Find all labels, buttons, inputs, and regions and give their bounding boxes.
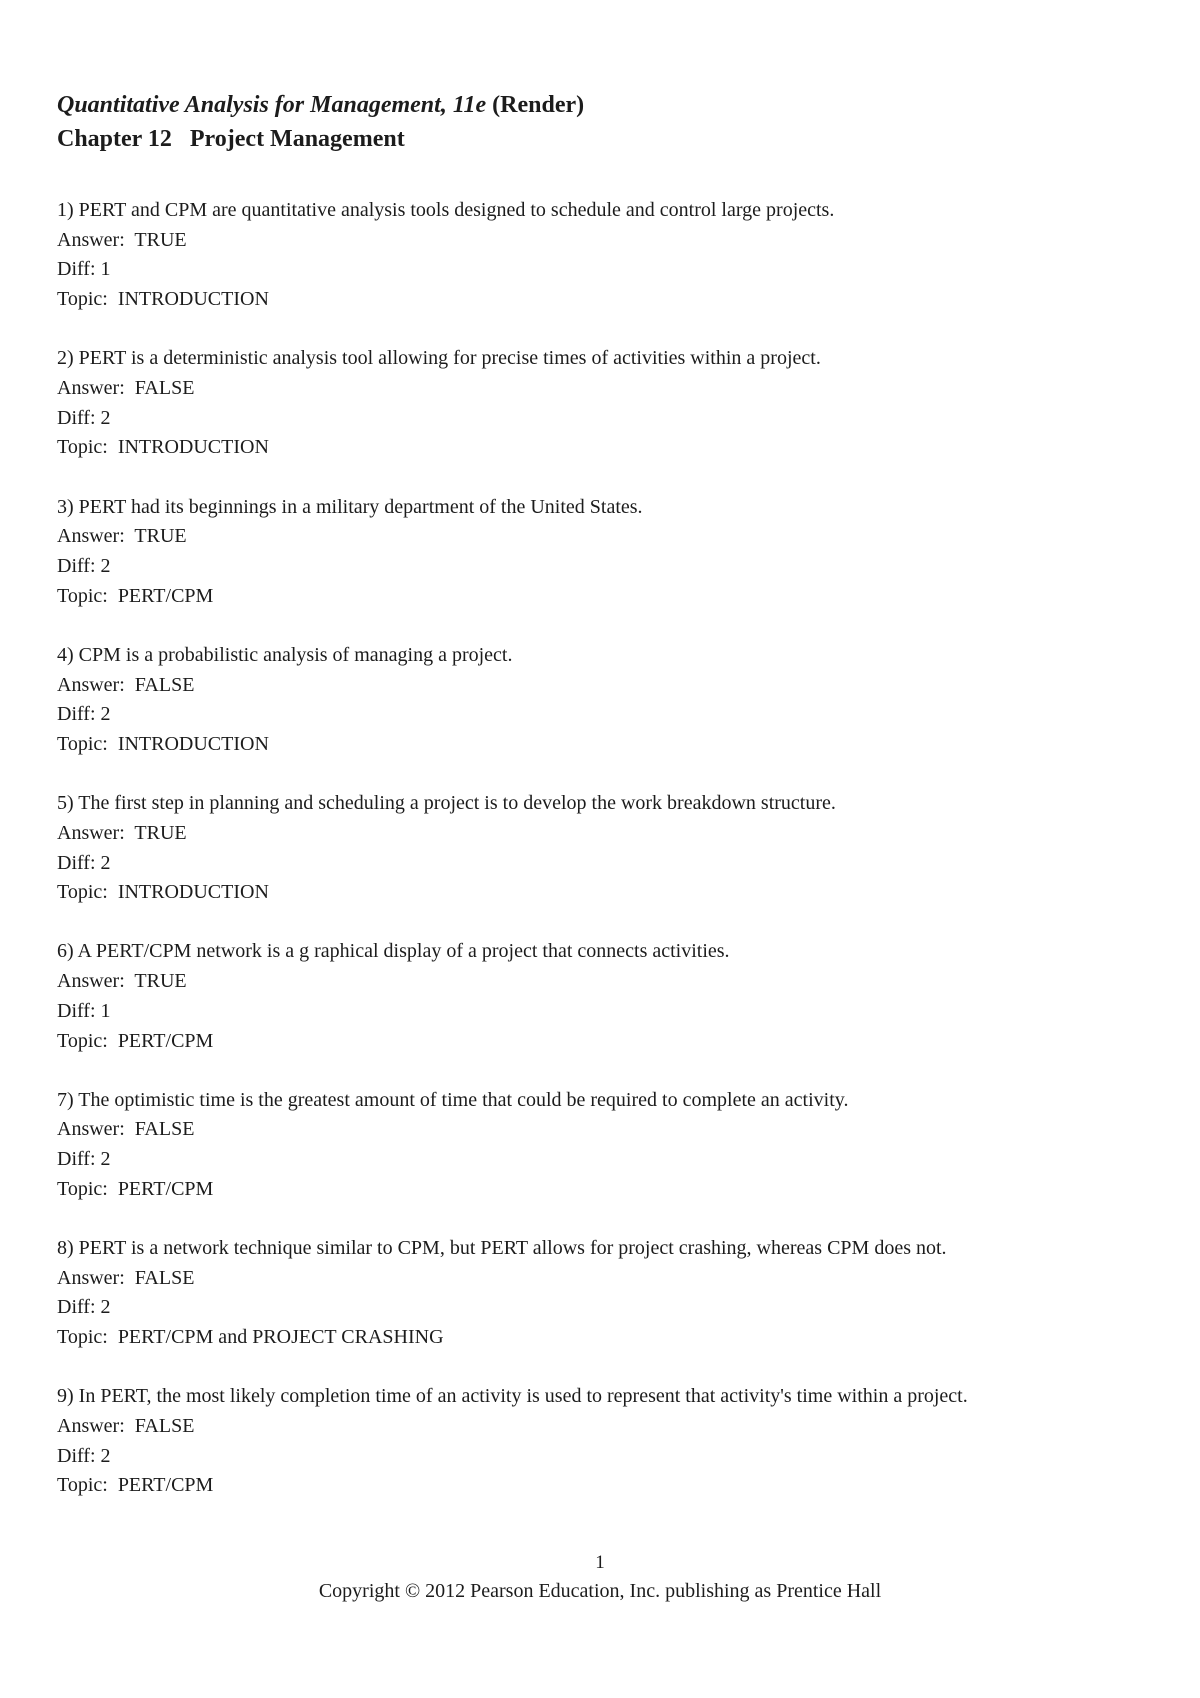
answer-label: Answer: <box>57 970 125 993</box>
question-item <box>57 344 1157 492</box>
question-item <box>57 1086 1157 1234</box>
answer-line <box>57 1412 1157 1442</box>
topic-label: Topic: <box>57 436 108 459</box>
answer-value: TRUE <box>134 970 187 993</box>
diff-line <box>57 1145 1157 1175</box>
diff-value: 2 <box>100 851 111 874</box>
topic-label: Topic: <box>57 584 108 607</box>
answer-label: Answer: <box>57 228 125 251</box>
topic-value: PERT/CPM <box>117 1029 214 1052</box>
answer-label: Answer: <box>57 1118 125 1141</box>
answer-line <box>57 1264 1157 1294</box>
topic-value: INTRODUCTION <box>117 436 269 459</box>
topic-label: Topic: <box>57 1029 108 1052</box>
book-title-line <box>57 88 1137 122</box>
question-text: 1) PERT and CPM are quantitative analysis tools designed to schedule and control large projects. <box>57 199 835 221</box>
topic-label: Topic: <box>57 881 108 904</box>
question-text: 8) PERT is a network technique similar to CPM, but PERT allows for project crashing, whereas CPM does not. <box>57 1237 947 1260</box>
question-text: 3) PERT had its beginnings in a military department of the United States. <box>57 495 643 518</box>
diff-value: 2 <box>100 703 111 726</box>
diff-line <box>57 255 1157 285</box>
diff-line <box>57 997 1157 1027</box>
question-text: 4) CPM is a probabilistic analysis of managing a project. <box>57 643 513 666</box>
topic-label: Topic: <box>57 733 108 755</box>
diff-label: Diff: <box>57 406 96 429</box>
question-text: 2) PERT is a deterministic analysis tool allowing for precise times of activities within a project. <box>57 347 821 370</box>
topic-line <box>57 433 1157 463</box>
answer-value: TRUE <box>134 525 187 548</box>
question-text: 6) A PERT/CPM network is a g raphical display of a project that connects activities. <box>57 940 730 963</box>
question-item <box>57 789 1157 937</box>
chapter-number: Chapter 12 <box>57 126 172 152</box>
answer-line <box>57 226 1157 256</box>
topic-label: Topic: <box>57 1474 108 1497</box>
diff-line <box>57 404 1157 434</box>
diff-value: 1 <box>100 999 111 1022</box>
question-text: 9) In PERT, the most likely completion time of an activity is used to represent that activity's time within a project. <box>57 1385 968 1408</box>
copyright-notice: Copyright © 2012 Pearson Education, Inc. publishing as Prentice Hall <box>318 1580 882 1602</box>
question-item <box>57 493 1157 641</box>
answer-value: TRUE <box>134 228 187 251</box>
answer-line <box>57 671 1157 701</box>
page-footer <box>0 1550 1200 1606</box>
answer-label: Answer: <box>57 1266 125 1289</box>
question-item <box>57 641 1157 789</box>
question-item <box>57 1382 1157 1530</box>
answer-line <box>57 967 1157 997</box>
document-header <box>57 88 1137 156</box>
topic-value: INTRODUCTION <box>117 733 269 755</box>
diff-value: 1 <box>100 258 111 281</box>
diff-value: 2 <box>100 1444 111 1467</box>
answer-value: TRUE <box>134 821 187 844</box>
answer-value: FALSE <box>134 1266 195 1289</box>
diff-label: Diff: <box>57 851 96 874</box>
topic-line <box>57 1175 1157 1205</box>
topic-line <box>57 1027 1157 1057</box>
question-list <box>57 196 1157 1531</box>
answer-label: Answer: <box>57 377 125 399</box>
question-item <box>57 937 1157 1085</box>
diff-line <box>57 1442 1157 1472</box>
answer-line <box>57 1115 1157 1145</box>
topic-value: INTRODUCTION <box>117 881 269 904</box>
answer-value: FALSE <box>134 377 195 399</box>
diff-label: Diff: <box>57 258 96 281</box>
answer-label: Answer: <box>57 821 125 844</box>
chapter-title: Project Management <box>189 126 405 152</box>
diff-value: 2 <box>100 1296 111 1319</box>
topic-value: PERT/CPM <box>117 1177 214 1200</box>
topic-line <box>57 1323 1157 1353</box>
answer-value: FALSE <box>134 1415 195 1438</box>
diff-value: 2 <box>100 1148 111 1171</box>
diff-value: 2 <box>100 555 111 577</box>
chapter-heading <box>57 122 1137 156</box>
topic-value: PERT/CPM <box>117 1474 214 1497</box>
diff-label: Diff: <box>57 999 96 1022</box>
diff-label: Diff: <box>57 1296 96 1319</box>
diff-line <box>57 700 1157 730</box>
book-author: (Render) <box>492 92 585 118</box>
topic-value: INTRODUCTION <box>117 288 269 311</box>
question-item <box>57 196 1157 344</box>
topic-label: Topic: <box>57 1177 108 1200</box>
question-text: 5) The first step in planning and scheduling a project is to develop the work breakdown structure. <box>57 792 836 815</box>
answer-value: FALSE <box>134 673 195 696</box>
diff-line <box>57 849 1157 879</box>
answer-value: FALSE <box>134 1118 195 1141</box>
topic-label: Topic: <box>57 288 108 311</box>
diff-value: 2 <box>100 406 111 429</box>
diff-label: Diff: <box>57 555 96 577</box>
topic-value: PERT/CPM and PROJECT CRASHING <box>117 1326 444 1349</box>
topic-line <box>57 285 1157 315</box>
question-item <box>57 1234 1157 1382</box>
topic-line <box>57 1471 1157 1501</box>
answer-line <box>57 522 1157 552</box>
diff-line <box>57 552 1157 582</box>
book-title: Quantitative Analysis for Management, 11e <box>57 92 487 118</box>
answer-label: Answer: <box>57 673 125 696</box>
answer-label: Answer: <box>57 525 125 548</box>
topic-line <box>57 730 1157 760</box>
page-number: 1 <box>595 1552 605 1573</box>
topic-line <box>57 878 1157 908</box>
answer-label: Answer: <box>57 1415 125 1438</box>
topic-label: Topic: <box>57 1326 108 1349</box>
answer-line <box>57 374 1157 404</box>
answer-line <box>57 819 1157 849</box>
diff-line <box>57 1293 1157 1323</box>
topic-value: PERT/CPM <box>117 584 214 607</box>
topic-line <box>57 582 1157 612</box>
diff-label: Diff: <box>57 1444 96 1467</box>
diff-label: Diff: <box>57 703 96 726</box>
diff-label: Diff: <box>57 1148 96 1171</box>
question-text: 7) The optimistic time is the greatest amount of time that could be required to complete an activity. <box>57 1088 849 1111</box>
